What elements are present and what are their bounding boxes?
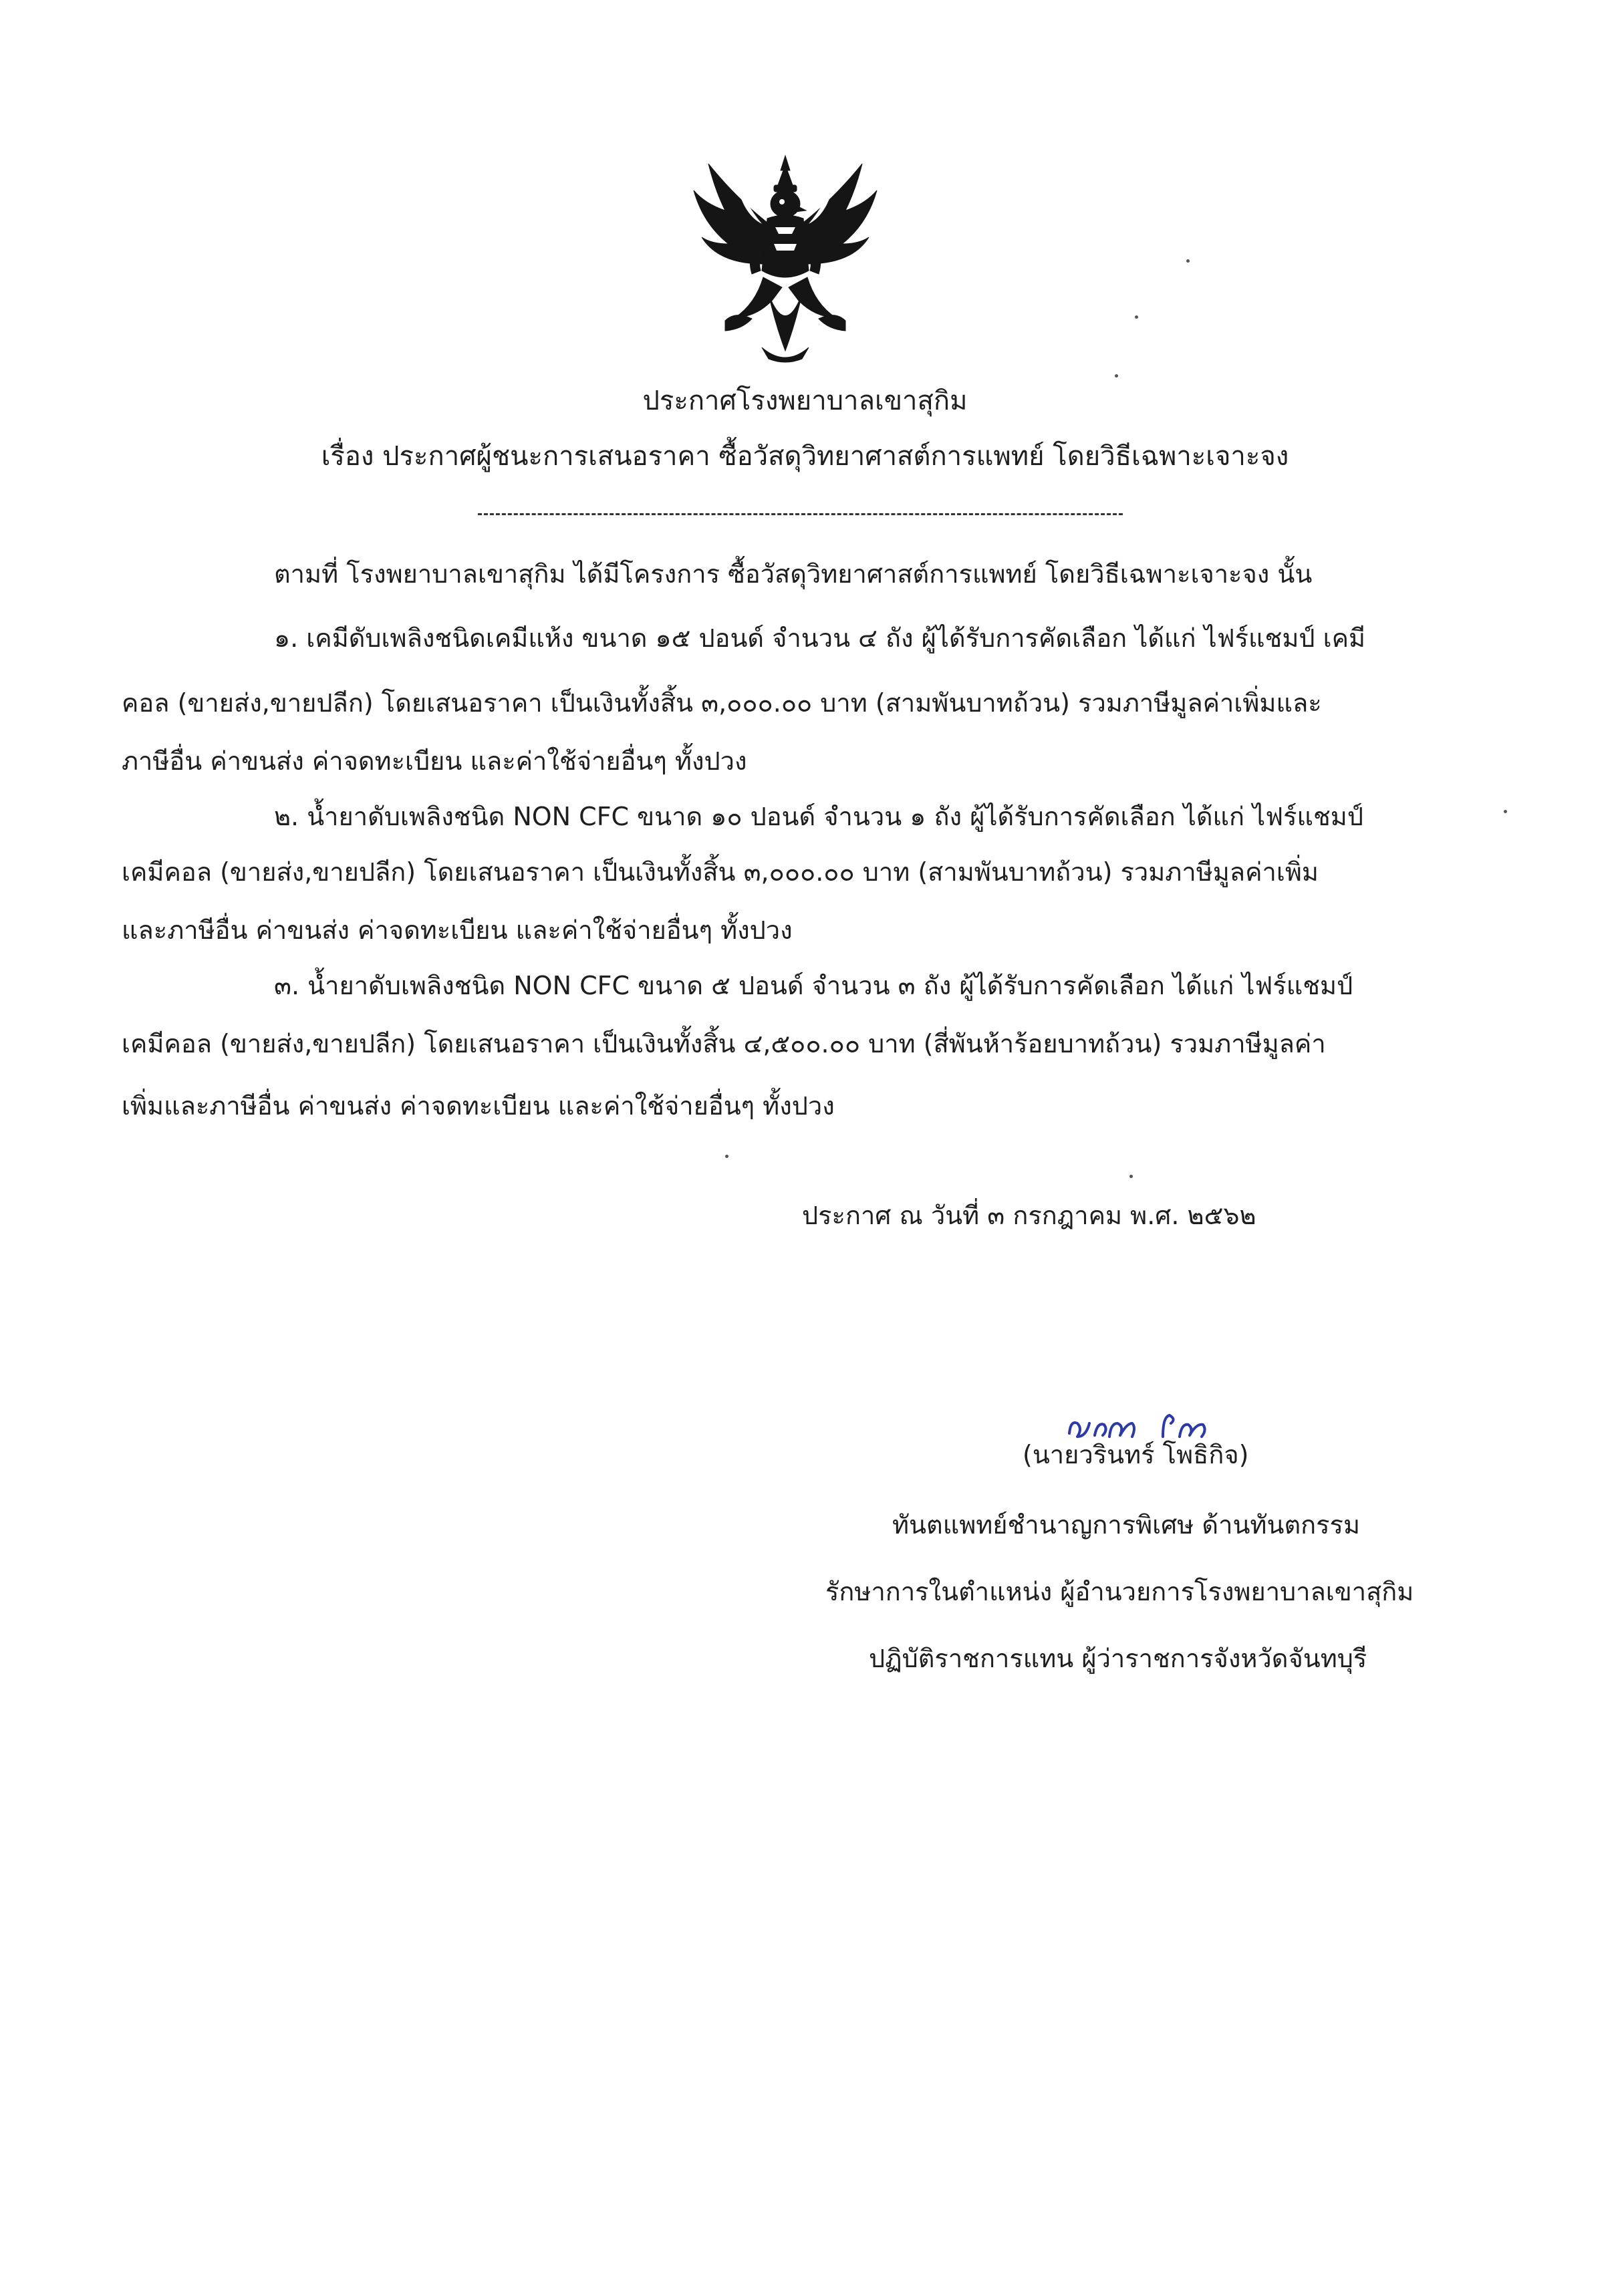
signatory-position-1: ทันตแพทย์ชำนาญการพิเศษ ด้านทันตกรรม [892,1510,1360,1540]
announcement-date: ประกาศ ณ วันที่ ๓ กรกฎาคม พ.ศ. ๒๕๖๒ [802,1201,1256,1230]
item-1-line-1: ๑. เคมีดับเพลิงชนิดเคมีแห้ง ขนาด ๑๕ ปอนด์ จำนวน ๔ ถัง ผู้ได้รับการคัดเลือก ได้แก่ ไฟร์แชมป์ เคมี [274,623,1366,653]
document-subject: เรื่อง ประกาศผู้ชนะการเสนอราคา ซื้อวัสดุวิทยาศาสต์การแพทย์ โดยวิธีเฉพาะเจาะจง [321,441,1289,472]
scan-speck [1129,1175,1133,1178]
scan-speck [1186,259,1190,263]
header-separator [478,513,1123,515]
item-3-line-3: เพิ่มและภาษีอื่น ค่าขนส่ง ค่าจดทะเบียน และค่าใช้จ่ายอื่นๆ ทั้งปวง [122,1091,835,1121]
scan-speck [1135,315,1138,319]
signatory-name: (นายวรินทร์ โพธิกิจ) [1023,1440,1249,1469]
item-2-line-1: ๒. น้ำยาดับเพลิงชนิด NON CFC ขนาด ๑๐ ปอนด์ จำนวน ๑ ถัง ผู้ได้รับการคัดเลือก ได้แก่ ไฟร์แชมป์ [274,802,1363,831]
item-1-line-3: ภาษีอื่น ค่าขนส่ง ค่าจดทะเบียน และค่าใช้จ่ายอื่นๆ ทั้งปวง [122,746,747,776]
item-2-line-3: และภาษีอื่น ค่าขนส่ง ค่าจดทะเบียน และค่าใช้จ่ายอื่นๆ ทั้งปวง [122,915,793,945]
signatory-position-2: รักษาการในตำแหน่ง ผู้อำนวยการโรงพยาบาลเขาสุกิม [825,1577,1414,1606]
intro-paragraph: ตามที่ โรงพยาบาลเขาสุกิม ได้มีโครงการ ซื้อวัสดุวิทยาศาสต์การแพทย์ โดยวิธีเฉพาะเจาะจง นั้น [274,559,1313,589]
scan-speck [1115,374,1118,378]
item-1-line-2: คอล (ขายส่ง,ขายปลีก) โดยเสนอราคา เป็นเงินทั้งสิ้น ๓,๐๐๐.๐๐ บาท (สามพันบาทถ้วน) รวมภาษีมูลค่าเพิ่มและ [122,688,1322,718]
document-title: ประกาศโรงพยาบาลเขาสุกิม [642,386,968,416]
scan-speck [1504,810,1507,813]
item-3-line-1: ๓. น้ำยาดับเพลิงชนิด NON CFC ขนาด ๕ ปอนด์ จำนวน ๓ ถัง ผู้ได้รับการคัดเลือก ได้แก่ ไฟร์แชมป์ [274,971,1353,1000]
item-2-line-2: เคมีคอล (ขายส่ง,ขายปลีก) โดยเสนอราคา เป็นเงินทั้งสิ้น ๓,๐๐๐.๐๐ บาท (สามพันบาทถ้วน) รวมภาษีมูลค่าเพิ่ม [122,857,1319,887]
signatory-position-3: ปฏิบัติราชการแทน ผู้ว่าราชการจังหวัดจันทบุรี [869,1644,1367,1673]
item-3-line-2: เคมีคอล (ขายส่ง,ขายปลีก) โดยเสนอราคา เป็นเงินทั้งสิ้น ๔,๕๐๐.๐๐ บาท (สี่พันห้าร้อยบาทถ้วน) รวมภาษีมูลค่า [122,1029,1326,1058]
scan-speck [725,1155,728,1158]
garuda-emblem-icon [688,150,882,368]
